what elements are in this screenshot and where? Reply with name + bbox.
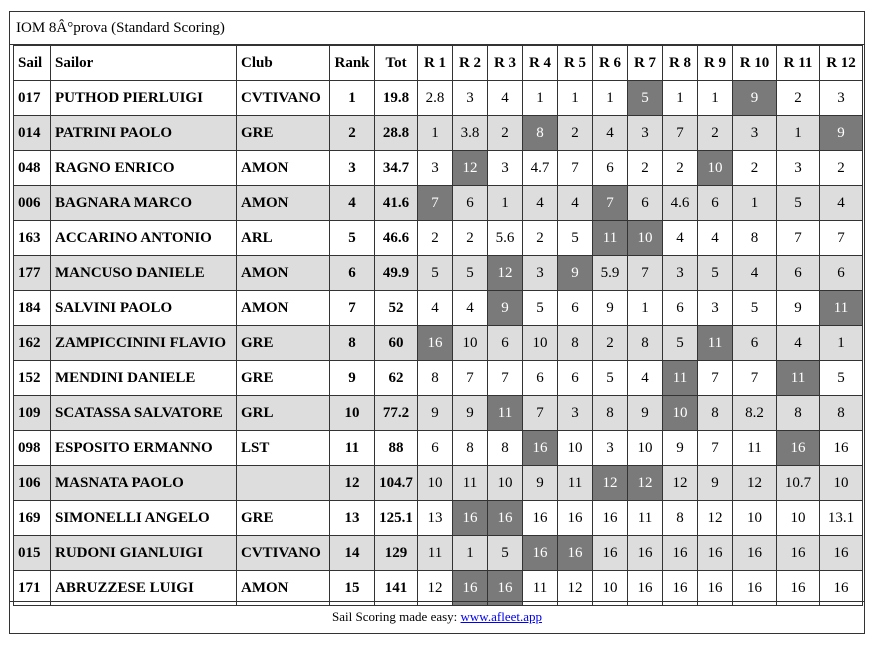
race-score: 2 (698, 116, 733, 151)
race-score: 4 (523, 186, 558, 221)
race-score: 16 (523, 501, 558, 536)
race-score: 6 (733, 326, 777, 361)
race-score: 7 (663, 116, 698, 151)
race-score: 9 (593, 291, 628, 326)
race-score: 6 (628, 186, 663, 221)
rank-value: 9 (330, 361, 375, 396)
race-score: 16 (593, 501, 628, 536)
sail-number: 152 (14, 361, 51, 396)
footer-text: Sail Scoring made easy: (332, 609, 461, 624)
table-row (14, 186, 863, 221)
sailor-name: PUTHOD PIERLUIGI (51, 81, 237, 116)
race-score: 6 (418, 431, 453, 466)
race-score: 6 (698, 186, 733, 221)
sail-number: 169 (14, 501, 51, 536)
race-score: 1 (523, 81, 558, 116)
sailor-name: ZAMPICCININI FLAVIO (51, 326, 237, 361)
race-score: 2 (820, 151, 863, 186)
sailor-name: SIMONELLI ANGELO (51, 501, 237, 536)
race-score-discarded: 12 (488, 256, 523, 291)
rank-value: 12 (330, 466, 375, 501)
race-score: 9 (698, 466, 733, 501)
race-score: 11 (453, 466, 488, 501)
race-score: 9 (663, 431, 698, 466)
table-row (14, 256, 863, 291)
race-score: 3 (628, 116, 663, 151)
race-score: 2 (733, 151, 777, 186)
race-score: 3 (453, 81, 488, 116)
column-header-tot: Tot (375, 46, 418, 81)
race-score: 4 (777, 326, 820, 361)
race-score: 11 (418, 536, 453, 571)
sail-number: 006 (14, 186, 51, 221)
race-score: 1 (777, 116, 820, 151)
race-score-discarded: 12 (453, 151, 488, 186)
race-score-discarded: 16 (488, 571, 523, 606)
sailor-name: ACCARINO ANTONIO (51, 221, 237, 256)
race-score: 2 (593, 326, 628, 361)
column-header-r-3: R 3 (488, 46, 523, 81)
race-score: 5 (777, 186, 820, 221)
column-header-r-7: R 7 (628, 46, 663, 81)
race-score: 1 (558, 81, 593, 116)
race-score: 7 (453, 361, 488, 396)
race-score-discarded: 16 (488, 501, 523, 536)
race-score: 16 (733, 536, 777, 571)
race-score: 7 (820, 221, 863, 256)
race-score: 7 (777, 221, 820, 256)
race-score: 12 (698, 501, 733, 536)
total-points: 49.9 (375, 256, 418, 291)
sailor-name: PATRINI PAOLO (51, 116, 237, 151)
column-header-sail: Sail (14, 46, 51, 81)
sail-number: 163 (14, 221, 51, 256)
club-name: GRE (237, 501, 330, 536)
race-score: 16 (663, 571, 698, 606)
race-score: 2 (558, 116, 593, 151)
race-score: 16 (777, 536, 820, 571)
table-row (14, 116, 863, 151)
race-score: 2 (488, 116, 523, 151)
sailor-name: RUDONI GIANLUIGI (51, 536, 237, 571)
race-score: 3 (418, 151, 453, 186)
race-score: 10 (777, 501, 820, 536)
race-score-discarded: 9 (558, 256, 593, 291)
rank-value: 11 (330, 431, 375, 466)
table-row (14, 466, 863, 501)
sail-number: 106 (14, 466, 51, 501)
table-row (14, 326, 863, 361)
race-score: 8.2 (733, 396, 777, 431)
race-score: 11 (628, 501, 663, 536)
results-panel (9, 11, 865, 634)
race-score: 6 (777, 256, 820, 291)
race-score: 6 (453, 186, 488, 221)
rank-value: 6 (330, 256, 375, 291)
race-score: 10 (593, 571, 628, 606)
race-score: 2 (523, 221, 558, 256)
rank-value: 2 (330, 116, 375, 151)
race-score: 5.6 (488, 221, 523, 256)
sailor-name: BAGNARA MARCO (51, 186, 237, 221)
race-score: 4 (628, 361, 663, 396)
race-score: 12 (418, 571, 453, 606)
race-score: 10 (453, 326, 488, 361)
afleet-link[interactable]: www.afleet.app (460, 609, 542, 624)
race-score-discarded: 16 (453, 501, 488, 536)
race-score: 1 (733, 186, 777, 221)
race-score: 5 (593, 361, 628, 396)
race-score: 12 (663, 466, 698, 501)
column-header-rank: Rank (330, 46, 375, 81)
race-score: 10 (523, 326, 558, 361)
total-points: 19.8 (375, 81, 418, 116)
column-header-r-1: R 1 (418, 46, 453, 81)
sail-number: 109 (14, 396, 51, 431)
race-score: 4 (488, 81, 523, 116)
race-score: 16 (777, 571, 820, 606)
table-row (14, 536, 863, 571)
club-name: AMON (237, 291, 330, 326)
table-row (14, 396, 863, 431)
race-score: 12 (733, 466, 777, 501)
sail-number: 171 (14, 571, 51, 606)
rank-value: 8 (330, 326, 375, 361)
race-score-discarded: 16 (453, 571, 488, 606)
race-score: 7 (733, 361, 777, 396)
rank-value: 14 (330, 536, 375, 571)
race-score: 16 (628, 536, 663, 571)
race-score: 5.9 (593, 256, 628, 291)
page-title: IOM 8Â°prova (Standard Scoring) (10, 12, 864, 45)
race-score: 12 (558, 571, 593, 606)
race-score: 9 (628, 396, 663, 431)
total-points: 28.8 (375, 116, 418, 151)
race-score-discarded: 10 (663, 396, 698, 431)
club-name: ARL (237, 221, 330, 256)
race-score: 9 (523, 466, 558, 501)
race-score: 2 (663, 151, 698, 186)
race-score: 3 (593, 431, 628, 466)
table-header-row (14, 46, 863, 81)
total-points: 104.7 (375, 466, 418, 501)
race-score: 8 (777, 396, 820, 431)
race-score: 6 (523, 361, 558, 396)
race-score: 2.8 (418, 81, 453, 116)
race-score: 10 (558, 431, 593, 466)
race-score: 5 (698, 256, 733, 291)
race-score: 4 (733, 256, 777, 291)
race-score: 16 (698, 536, 733, 571)
club-name: GRL (237, 396, 330, 431)
race-score: 3 (820, 81, 863, 116)
club-name: AMON (237, 186, 330, 221)
race-score-discarded: 11 (820, 291, 863, 326)
race-score: 3 (663, 256, 698, 291)
race-score: 5 (418, 256, 453, 291)
results-table (13, 45, 863, 606)
race-score-discarded: 16 (777, 431, 820, 466)
race-score-discarded: 7 (593, 186, 628, 221)
race-score: 11 (733, 431, 777, 466)
sail-number: 184 (14, 291, 51, 326)
club-name: AMON (237, 256, 330, 291)
rank-value: 1 (330, 81, 375, 116)
total-points: 46.6 (375, 221, 418, 256)
total-points: 34.7 (375, 151, 418, 186)
race-score: 8 (593, 396, 628, 431)
race-score: 10 (488, 466, 523, 501)
race-score: 6 (820, 256, 863, 291)
race-score-discarded: 16 (523, 536, 558, 571)
race-score: 8 (733, 221, 777, 256)
race-score: 16 (733, 571, 777, 606)
race-score: 3.8 (453, 116, 488, 151)
race-score: 6 (663, 291, 698, 326)
race-score: 2 (628, 151, 663, 186)
race-score: 6 (558, 361, 593, 396)
race-score: 8 (698, 396, 733, 431)
total-points: 60 (375, 326, 418, 361)
race-score: 7 (523, 396, 558, 431)
race-score: 3 (698, 291, 733, 326)
club-name: AMON (237, 151, 330, 186)
race-score-discarded: 10 (628, 221, 663, 256)
race-score: 9 (453, 396, 488, 431)
race-score: 4.6 (663, 186, 698, 221)
race-score: 3 (777, 151, 820, 186)
race-score: 5 (733, 291, 777, 326)
race-score: 16 (820, 536, 863, 571)
race-score-discarded: 7 (418, 186, 453, 221)
club-name: GRE (237, 116, 330, 151)
club-name: CVTIVANO (237, 81, 330, 116)
race-score: 2 (418, 221, 453, 256)
race-score: 16 (593, 536, 628, 571)
race-score: 4 (820, 186, 863, 221)
race-score: 1 (698, 81, 733, 116)
column-header-club: Club (237, 46, 330, 81)
race-score-discarded: 8 (523, 116, 558, 151)
race-score: 10.7 (777, 466, 820, 501)
race-score-discarded: 9 (820, 116, 863, 151)
race-score: 16 (820, 571, 863, 606)
race-score: 16 (820, 431, 863, 466)
table-row (14, 81, 863, 116)
race-score: 16 (663, 536, 698, 571)
race-score: 4 (418, 291, 453, 326)
race-score: 7 (698, 431, 733, 466)
rank-value: 4 (330, 186, 375, 221)
total-points: 129 (375, 536, 418, 571)
rank-value: 5 (330, 221, 375, 256)
race-score: 1 (820, 326, 863, 361)
race-score-discarded: 12 (628, 466, 663, 501)
footer (10, 601, 864, 633)
race-score: 10 (628, 431, 663, 466)
race-score-discarded: 11 (698, 326, 733, 361)
sail-number: 015 (14, 536, 51, 571)
race-score: 5 (488, 536, 523, 571)
race-score: 7 (558, 151, 593, 186)
sailor-name: SCATASSA SALVATORE (51, 396, 237, 431)
table-row (14, 431, 863, 466)
table-row (14, 361, 863, 396)
race-score: 8 (628, 326, 663, 361)
race-score: 10 (733, 501, 777, 536)
race-score: 13 (418, 501, 453, 536)
total-points: 62 (375, 361, 418, 396)
race-score: 8 (663, 501, 698, 536)
sail-number: 098 (14, 431, 51, 466)
race-score: 7 (698, 361, 733, 396)
race-score: 4 (663, 221, 698, 256)
race-score: 3 (558, 396, 593, 431)
race-score-discarded: 10 (698, 151, 733, 186)
sailor-name: MASNATA PAOLO (51, 466, 237, 501)
race-score: 4.7 (523, 151, 558, 186)
sailor-name: MANCUSO DANIELE (51, 256, 237, 291)
race-score: 4 (593, 116, 628, 151)
race-score: 8 (488, 431, 523, 466)
race-score-discarded: 11 (777, 361, 820, 396)
column-header-r-4: R 4 (523, 46, 558, 81)
club-name (237, 466, 330, 501)
sailor-name: RAGNO ENRICO (51, 151, 237, 186)
race-score: 8 (558, 326, 593, 361)
total-points: 52 (375, 291, 418, 326)
race-score-discarded: 16 (558, 536, 593, 571)
table-row (14, 151, 863, 186)
sailor-name: MENDINI DANIELE (51, 361, 237, 396)
column-header-r-9: R 9 (698, 46, 733, 81)
race-score: 2 (777, 81, 820, 116)
race-score: 1 (418, 116, 453, 151)
race-score: 5 (820, 361, 863, 396)
race-score: 16 (558, 501, 593, 536)
race-score-discarded: 9 (488, 291, 523, 326)
race-score: 7 (628, 256, 663, 291)
race-score: 5 (453, 256, 488, 291)
rank-value: 7 (330, 291, 375, 326)
total-points: 41.6 (375, 186, 418, 221)
race-score: 1 (453, 536, 488, 571)
race-score: 3 (523, 256, 558, 291)
sailor-name: ABRUZZESE LUIGI (51, 571, 237, 606)
column-header-r-8: R 8 (663, 46, 698, 81)
race-score: 5 (523, 291, 558, 326)
column-header-r-12: R 12 (820, 46, 863, 81)
race-score: 4 (698, 221, 733, 256)
sail-number: 017 (14, 81, 51, 116)
sailor-name: SALVINI PAOLO (51, 291, 237, 326)
rank-value: 15 (330, 571, 375, 606)
sail-number: 177 (14, 256, 51, 291)
race-score: 11 (523, 571, 558, 606)
race-score: 16 (628, 571, 663, 606)
column-header-r-2: R 2 (453, 46, 488, 81)
race-score: 1 (628, 291, 663, 326)
total-points: 77.2 (375, 396, 418, 431)
race-score: 3 (488, 151, 523, 186)
race-score: 8 (418, 361, 453, 396)
race-score: 1 (663, 81, 698, 116)
race-score: 6 (593, 151, 628, 186)
race-score: 9 (418, 396, 453, 431)
table-row (14, 221, 863, 256)
race-score-discarded: 11 (488, 396, 523, 431)
sail-number: 014 (14, 116, 51, 151)
race-score: 11 (558, 466, 593, 501)
total-points: 125.1 (375, 501, 418, 536)
race-score-discarded: 16 (523, 431, 558, 466)
club-name: GRE (237, 326, 330, 361)
race-score: 1 (593, 81, 628, 116)
race-score-discarded: 9 (733, 81, 777, 116)
race-score: 1 (488, 186, 523, 221)
rank-value: 3 (330, 151, 375, 186)
race-score: 8 (453, 431, 488, 466)
sail-number: 162 (14, 326, 51, 361)
race-score: 2 (453, 221, 488, 256)
race-score: 5 (663, 326, 698, 361)
club-name: LST (237, 431, 330, 466)
race-score: 3 (733, 116, 777, 151)
race-score-discarded: 11 (663, 361, 698, 396)
race-score: 8 (820, 396, 863, 431)
club-name: AMON (237, 571, 330, 606)
column-header-r-5: R 5 (558, 46, 593, 81)
sailor-name: ESPOSITO ERMANNO (51, 431, 237, 466)
race-score: 4 (453, 291, 488, 326)
race-score: 10 (418, 466, 453, 501)
race-score: 6 (488, 326, 523, 361)
table-row (14, 291, 863, 326)
race-score: 7 (488, 361, 523, 396)
sail-number: 048 (14, 151, 51, 186)
race-score-discarded: 11 (593, 221, 628, 256)
race-score: 13.1 (820, 501, 863, 536)
rank-value: 10 (330, 396, 375, 431)
race-score: 9 (777, 291, 820, 326)
race-score-discarded: 12 (593, 466, 628, 501)
race-score: 16 (698, 571, 733, 606)
race-score-discarded: 5 (628, 81, 663, 116)
total-points: 141 (375, 571, 418, 606)
race-score: 10 (820, 466, 863, 501)
race-score-discarded: 16 (418, 326, 453, 361)
rank-value: 13 (330, 501, 375, 536)
table-row (14, 501, 863, 536)
column-header-r-6: R 6 (593, 46, 628, 81)
race-score: 6 (558, 291, 593, 326)
column-header-sailor: Sailor (51, 46, 237, 81)
race-score: 5 (558, 221, 593, 256)
club-name: GRE (237, 361, 330, 396)
total-points: 88 (375, 431, 418, 466)
race-score: 4 (558, 186, 593, 221)
club-name: CVTIVANO (237, 536, 330, 571)
column-header-r-11: R 11 (777, 46, 820, 81)
column-header-r-10: R 10 (733, 46, 777, 81)
